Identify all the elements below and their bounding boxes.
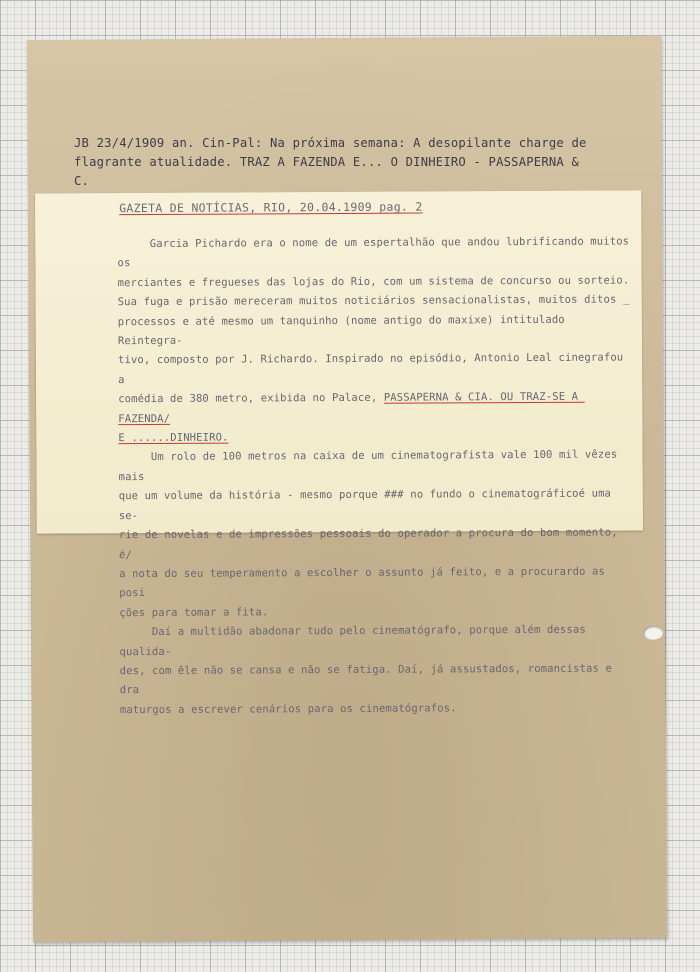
text-line: Daí a multidão abadonar tudo pelo cinematógrafo, porque além dessas qualida- [119,623,593,658]
underlined-title: E ......DINHEIRO. [118,431,229,445]
header-line: C. [74,174,90,188]
clipping-body [117,232,636,720]
text-span: comédia de 380 metro, exibida no Palace, [118,392,384,406]
text-line [118,427,634,449]
text-line: des, com êle não se cansa e não se fatiga. Daí, já assustados, romancistas e dra [119,662,619,697]
text-line: Um rolo de 100 metros na caixa de um cinematografista vale 100 mil vêzes mais [118,448,624,484]
typed-header [74,134,614,191]
underlined-title: PASSAPERNA & CIA. OU TRAZ-SE A FAZENDA/ [118,390,585,425]
text-line: merciantes e fregueses das lojas do Rio, com um sistema de concurso ou sorteio. [117,274,630,289]
text-line: maturgos a escrever cenários para os cinematógrafos. [119,702,457,716]
text-line: que um volume da história - mesmo porque ### no fundo o cinematográficoé uma se- [118,487,618,522]
text-line: Garcia Pichardo era o nome de um espertalhão que andou lubrificando muitos os [117,235,636,270]
text-line: rie de novelas e de impressões pessoais do operador a procura do bom momento, é/ [118,526,625,561]
header-line: JB 23/4/1909 an. Cin-Pal: Na próxima semana: A desopilante charge de [74,136,587,150]
text-line: processos e até mesmo um tanquinho (nome antigo do maxixe) intitulado Reintegra- [117,313,572,348]
text-line: ções para tomar a fita. [119,606,269,619]
header-line: flagrante atualidade. TRAZ A FAZENDA E... O DINHEIRO - PASSAPERNA & [74,155,580,169]
text-line: Sua fuga e prisão mereceram muitos noticiários sensacionalistas, muitos ditos _ [117,293,630,309]
clipping-title: GAZETA DE NOTÍCIAS, RIO, 20.04.1909 pag. 2 [119,199,423,216]
text-line: a nota do seu temperamento a escolher o assunto já feito, e a procurardo as posi [119,565,612,600]
text-line: tivo, composto por J. Richardo. Inspirado no episódio, Antonio Leal cinegrafou a [117,351,630,387]
text-line [118,388,634,430]
newspaper-clipping [35,190,643,716]
punch-hole [643,626,663,640]
